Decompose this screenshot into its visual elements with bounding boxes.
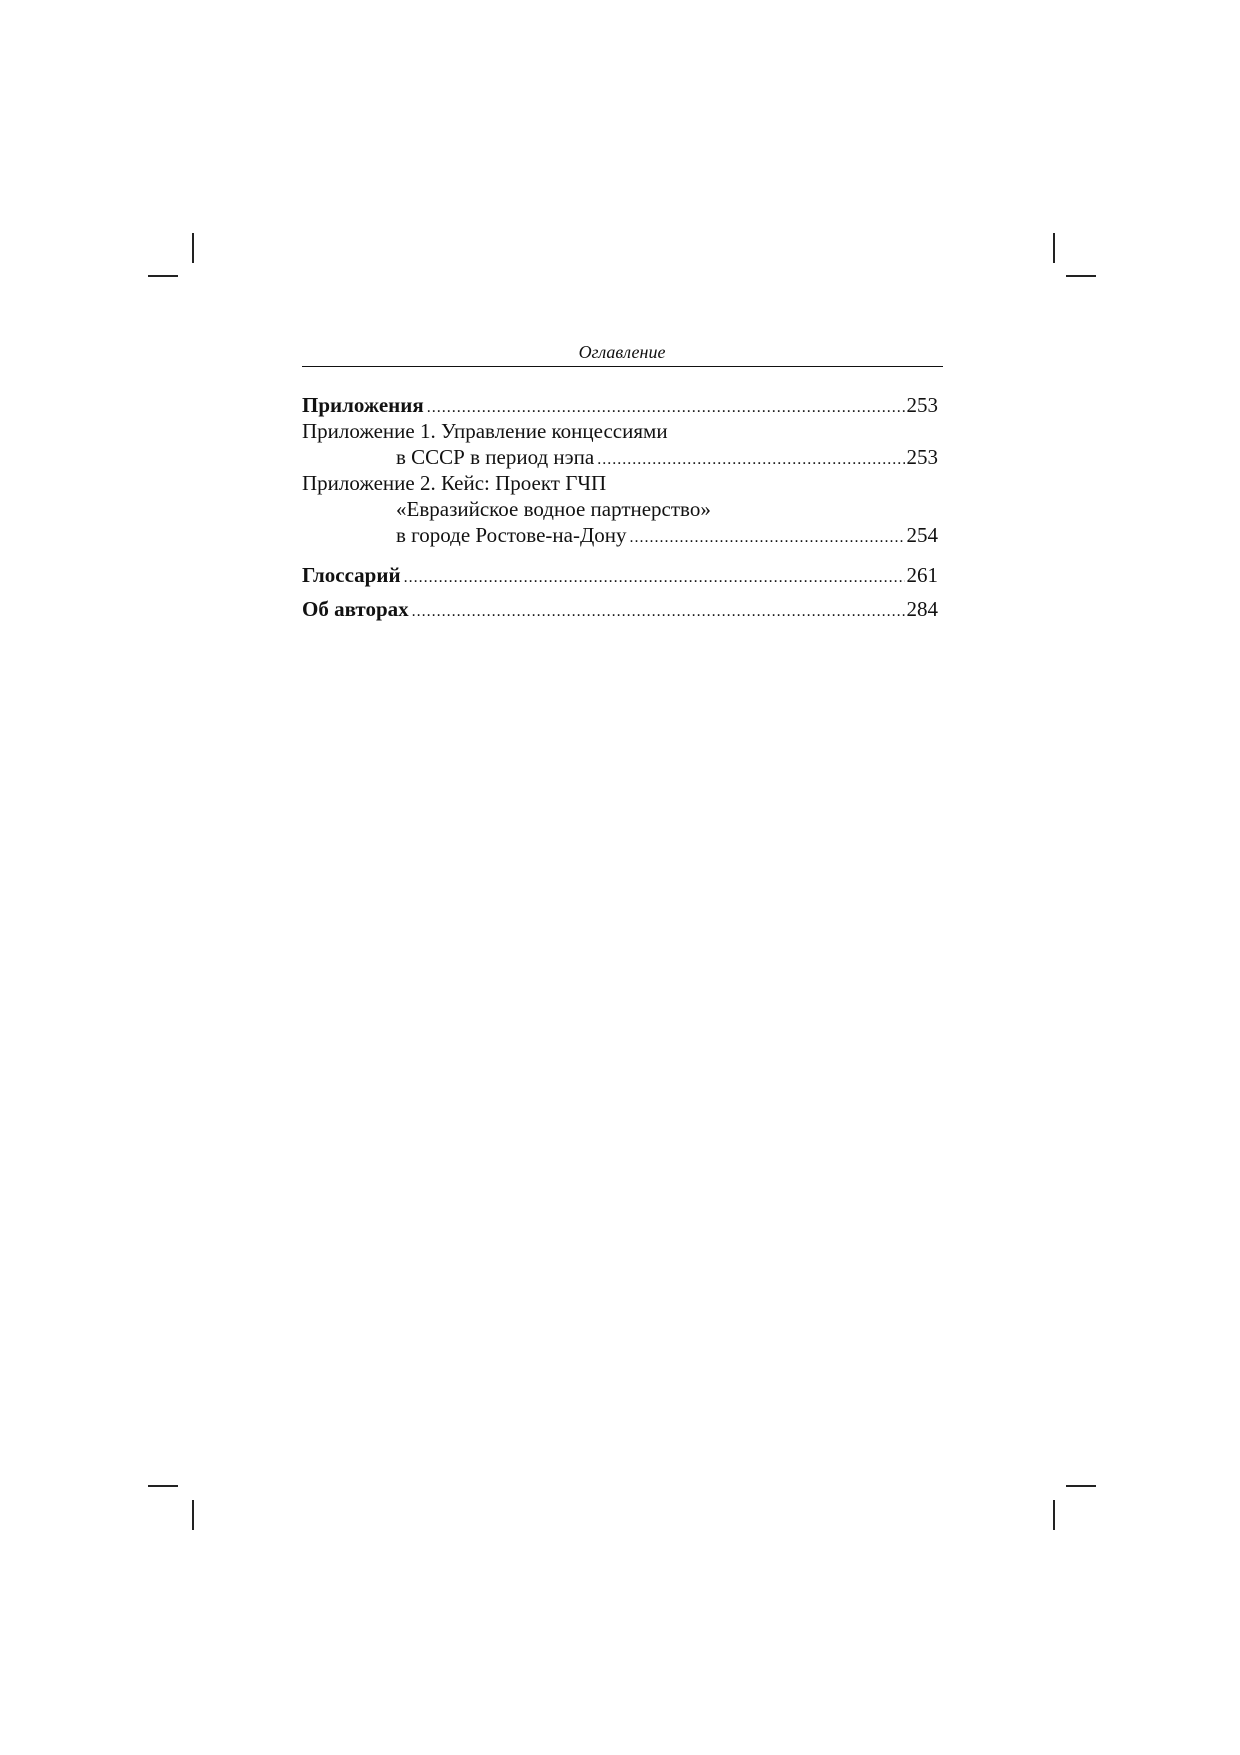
dot-leader xyxy=(412,599,905,625)
crop-mark-bottom-right-vertical xyxy=(1053,1500,1055,1530)
toc-entry-glossary xyxy=(302,562,938,588)
crop-mark-bottom-right-horizontal xyxy=(1066,1485,1096,1487)
toc-entry-page: 253 xyxy=(906,445,938,469)
toc-entry-page: 261 xyxy=(906,563,938,587)
running-header-title: Оглавление xyxy=(578,342,666,362)
toc-entry-page: 253 xyxy=(906,393,938,417)
table-of-contents xyxy=(302,392,938,622)
toc-entry-title-continued: в городе Ростове-на-Дону xyxy=(396,523,627,547)
toc-entry-title-continued: в СССР в период нэпа xyxy=(396,445,595,469)
toc-entry-page: 254 xyxy=(906,523,938,547)
crop-mark-top-right-horizontal xyxy=(1066,275,1096,277)
header-rule xyxy=(302,366,943,367)
crop-mark-bottom-left-vertical xyxy=(192,1500,194,1530)
toc-entry-title: Приложение 1. Управление концессиями xyxy=(302,419,668,443)
toc-entry-title: Приложение 2. Кейс: Проект ГЧП xyxy=(302,471,607,495)
toc-entry-title: Приложения xyxy=(302,393,424,417)
dot-leader xyxy=(630,525,905,551)
toc-entry-title: Глоссарий xyxy=(302,563,401,587)
toc-entry-appendix-2 xyxy=(302,470,938,548)
toc-entry-appendix-1 xyxy=(302,418,938,470)
toc-entry-page: 284 xyxy=(906,597,938,621)
toc-entry-title: Об авторах xyxy=(302,597,409,621)
toc-entry-authors xyxy=(302,596,938,622)
toc-entry-appendices xyxy=(302,392,938,418)
crop-mark-top-left-vertical xyxy=(192,233,194,263)
dot-leader xyxy=(404,565,905,591)
crop-mark-top-left-horizontal xyxy=(148,275,178,277)
crop-mark-top-right-vertical xyxy=(1053,233,1055,263)
crop-mark-bottom-left-horizontal xyxy=(148,1485,178,1487)
toc-entry-title-continued: «Евразийское водное партнерство» xyxy=(396,497,711,521)
